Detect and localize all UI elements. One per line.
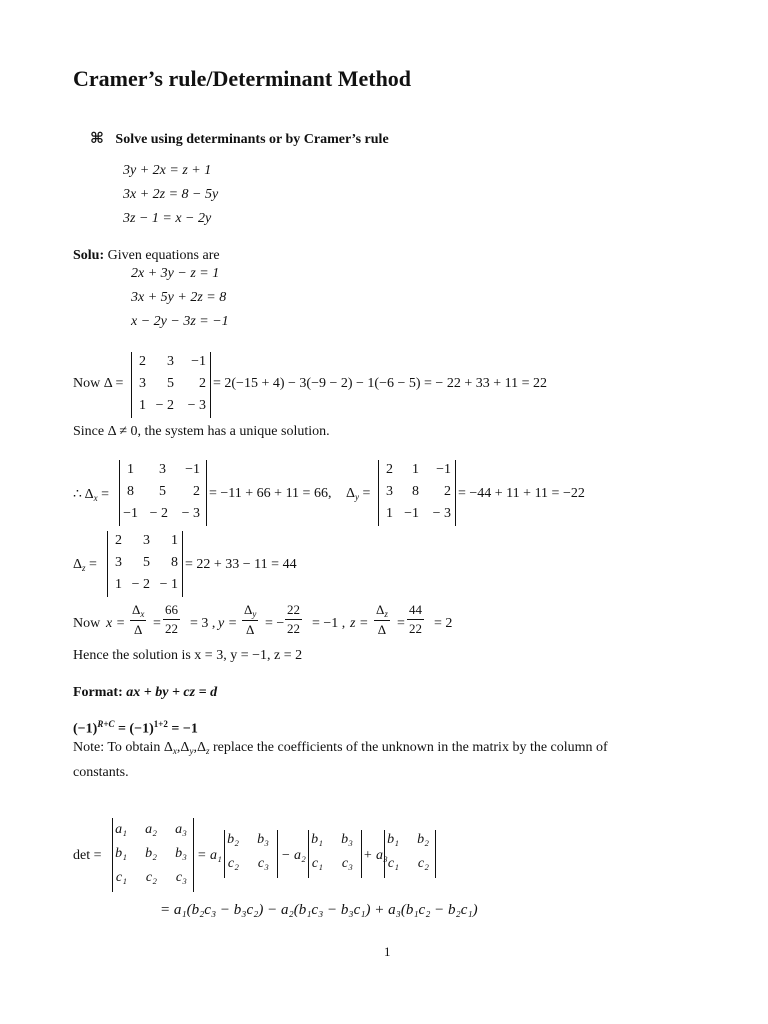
term-1: = a₁ xyxy=(197,848,222,863)
matrix-cell: 2 xyxy=(139,354,146,369)
matrix-cell: a₃ xyxy=(175,822,187,837)
delta-z-prefix: $\Delta_z$ = xyxy=(73,557,97,573)
matrix-cell: 3 xyxy=(386,484,393,499)
matrix-cell: 3 xyxy=(139,376,146,391)
sign-rule xyxy=(73,719,198,738)
matrix-cell: c₂ xyxy=(417,856,429,871)
minor-matrix-2 xyxy=(308,830,362,878)
delta-y-symbol: Δ xyxy=(346,486,356,501)
note-sub-x: x xyxy=(172,746,177,756)
solution-label: Solu: xyxy=(73,248,105,263)
matrix-cell: b₂ xyxy=(417,832,429,847)
solution-intro-text: Given equations are xyxy=(107,248,220,263)
format-label: Format: xyxy=(73,685,123,700)
matrix-cell: b₃ xyxy=(175,846,187,861)
matrix-cell: 8 xyxy=(171,555,178,570)
frac-num: 22 xyxy=(285,602,302,620)
delta-y-sub: y xyxy=(355,492,360,502)
matrix-cell: b₃ xyxy=(341,832,353,847)
minor-matrix-1 xyxy=(224,830,278,878)
matrix-cell: c₁ xyxy=(387,856,399,871)
z-fraction-values xyxy=(407,602,424,637)
sign-base: (−1) xyxy=(73,721,98,737)
solution-equation-2: 3x + 5y + 2z = 8 xyxy=(131,290,227,305)
matrix-cell: −1 xyxy=(191,354,206,369)
matrix-cell: 3 xyxy=(159,462,166,477)
frac-den: Δ xyxy=(134,622,143,637)
frac-num: Δ xyxy=(132,602,141,617)
y-result: = −1 , xyxy=(312,616,346,631)
matrix-cell: c₃ xyxy=(175,870,187,885)
matrix-cell: 1 xyxy=(171,533,178,548)
delta-y-expansion: = −44 + 11 + 11 = −22 xyxy=(458,486,585,501)
x-var: x = xyxy=(106,616,126,631)
matrix-cell: b₂ xyxy=(227,832,239,847)
note-line-1: Note: To obtain $\Delta_x,\Delta_y,\Delta_z$ replace the coefficients of the unknown in the matrix by the column of xyxy=(73,740,608,756)
delta-y-prefix: $\Delta_y$ = xyxy=(346,486,371,502)
frac-num: Δ xyxy=(376,602,385,617)
note-sub-y: y xyxy=(189,746,194,756)
delta-y-matrix xyxy=(378,460,456,526)
problem-heading-text: Solve using determinants or by Cramer’s rule xyxy=(115,132,389,147)
frac-num-sub: y xyxy=(252,609,257,619)
delta-expansion: = 2(−15 + 4) − 3(−9 − 2) − 1(−6 − 5) = − 22 + 33 + 11 = 22 xyxy=(213,376,547,391)
format-expression: ax + by + cz = d xyxy=(126,685,218,700)
delta-matrix xyxy=(131,352,211,418)
frac-den: Δ xyxy=(377,622,387,637)
matrix-cell: − 3 xyxy=(432,506,451,521)
delta-z-sub: z xyxy=(82,563,86,573)
frac-num-sub: x xyxy=(140,609,145,619)
matrix-cell: 5 xyxy=(167,376,174,391)
problem-equation-2: 3x + 2z = 8 − 5y xyxy=(123,187,219,202)
matrix-cell: c₂ xyxy=(227,856,239,871)
x-result: = 3 , xyxy=(190,616,216,631)
delta-z-matrix xyxy=(107,531,183,597)
solution-equation-1: 2x + 3y − z = 1 xyxy=(131,266,220,281)
hence-solution: Hence the solution is x = 3, y = −1, z = 2 xyxy=(73,648,303,663)
x-fraction-values xyxy=(163,602,180,637)
matrix-cell: − 1 xyxy=(159,577,178,592)
sign-result: = −1 xyxy=(171,721,198,737)
matrix-cell: 8 xyxy=(127,484,134,499)
solution-intro xyxy=(73,248,220,264)
sign-rest: = (−1) xyxy=(117,721,154,737)
matrix-cell: −1 xyxy=(436,462,451,477)
frac-den: Δ xyxy=(246,622,255,637)
matrix-cell: 2 xyxy=(386,462,393,477)
matrix-cell: − 2 xyxy=(155,398,174,413)
matrix-cell: c₁ xyxy=(311,856,323,871)
matrix-cell: 2 xyxy=(115,533,122,548)
now-label: Now xyxy=(73,616,101,631)
matrix-cell: b₂ xyxy=(145,846,157,861)
matrix-cell: b₁ xyxy=(311,832,323,847)
matrix-cell: 1 xyxy=(412,462,419,477)
matrix-cell: 2 xyxy=(444,484,451,499)
matrix-cell: 2 xyxy=(199,376,206,391)
frac-den: 22 xyxy=(165,621,178,636)
matrix-cell: − 3 xyxy=(187,398,206,413)
frac-den: 22 xyxy=(287,621,300,636)
z-result: = 2 xyxy=(434,616,453,631)
page-title: Cramer’s rule/Determinant Method xyxy=(73,66,412,91)
delta-x-prefix: ∴ $\Delta_x$ = xyxy=(73,487,110,503)
matrix-cell: 5 xyxy=(143,555,150,570)
matrix-cell: 8 xyxy=(412,484,419,499)
matrix-cell: a₂ xyxy=(145,822,157,837)
delta-x-symbol: ∴ Δ xyxy=(73,487,94,502)
delta-x-matrix xyxy=(119,460,207,526)
solution-equation-3: x − 2y − 3z = −1 xyxy=(131,314,229,329)
matrix-cell: c₁ xyxy=(115,870,127,885)
matrix-cell: − 3 xyxy=(181,506,200,521)
matrix-cell: 1 xyxy=(127,462,134,477)
delta-z-symbol: Δ xyxy=(73,557,83,572)
minor-matrix-3 xyxy=(384,830,436,878)
problem-equation-3: 3z − 1 = x − 2y xyxy=(123,211,212,226)
matrix-cell: − 2 xyxy=(131,577,150,592)
matrix-cell: c₃ xyxy=(257,856,269,871)
note-sub-z: z xyxy=(205,746,210,756)
z-fraction-delta xyxy=(374,602,390,638)
unique-solution-note: Since Δ ≠ 0, the system has a unique solution. xyxy=(73,424,330,439)
frac-num: 66 xyxy=(163,602,180,620)
det-label: det = xyxy=(73,848,102,863)
matrix-cell: b₃ xyxy=(257,832,269,847)
sign-exponent: R+C xyxy=(97,719,115,729)
matrix-cell: c₃ xyxy=(341,856,353,871)
term-2: − a₂ xyxy=(281,848,306,863)
note-line-2: constants. xyxy=(73,765,129,780)
matrix-cell: − 2 xyxy=(149,506,168,521)
y-fraction-delta xyxy=(242,602,258,638)
bullet-icon: ⌘ xyxy=(90,131,104,147)
matrix-cell: 3 xyxy=(143,533,150,548)
frac-den: 22 xyxy=(409,621,422,636)
note-text-1: Note: To obtain Δ xyxy=(73,740,173,755)
frac-num-sub: z xyxy=(384,609,388,619)
matrix-cell: 5 xyxy=(159,484,166,499)
matrix-cell: 1 xyxy=(386,506,393,521)
matrix-cell: 2 xyxy=(193,484,200,499)
term-3: + a₃ xyxy=(363,848,388,863)
x-fraction-delta xyxy=(130,602,146,638)
matrix-cell: −1 xyxy=(185,462,200,477)
note-text-2: replace the coefficients of the unknown in the matrix by the column of xyxy=(209,740,608,755)
matrix-cell: 1 xyxy=(115,577,122,592)
matrix-cell: b₁ xyxy=(115,846,127,861)
frac-num: Δ xyxy=(244,602,253,617)
matrix-cell: 3 xyxy=(167,354,174,369)
problem-heading xyxy=(90,129,389,148)
matrix-cell: −1 xyxy=(123,506,138,521)
y-var: y = xyxy=(218,616,238,631)
y-fraction-values xyxy=(285,602,302,637)
matrix-cell: −1 xyxy=(404,506,419,521)
matrix-cell: b₁ xyxy=(387,832,399,847)
matrix-cell: a₁ xyxy=(115,822,127,837)
delta-prefix: Now Δ = xyxy=(73,376,124,391)
matrix-cell: 1 xyxy=(139,398,146,413)
matrix-cell: c₂ xyxy=(145,870,157,885)
page-number: 1 xyxy=(384,944,391,959)
problem-equation-1: 3y + 2x = z + 1 xyxy=(123,163,212,178)
matrix-cell: 3 xyxy=(115,555,122,570)
general-expansion: = a₁(b₂c₃ − b₃c₂) − a₂(b₁c₃ − b₃c₁) + a₃(b₁c₂ − b₂c₁) xyxy=(160,902,478,918)
delta-x-expansion: = −11 + 66 + 11 = 66, xyxy=(209,486,332,501)
frac-num: 44 xyxy=(407,602,424,620)
sign-exponent-2: 1+2 xyxy=(153,719,168,729)
delta-x-sub: x xyxy=(93,493,98,503)
delta-z-expansion: = 22 + 33 − 11 = 44 xyxy=(185,557,297,572)
z-var: z = xyxy=(350,616,369,631)
general-matrix xyxy=(112,818,194,892)
format-line xyxy=(73,685,217,701)
